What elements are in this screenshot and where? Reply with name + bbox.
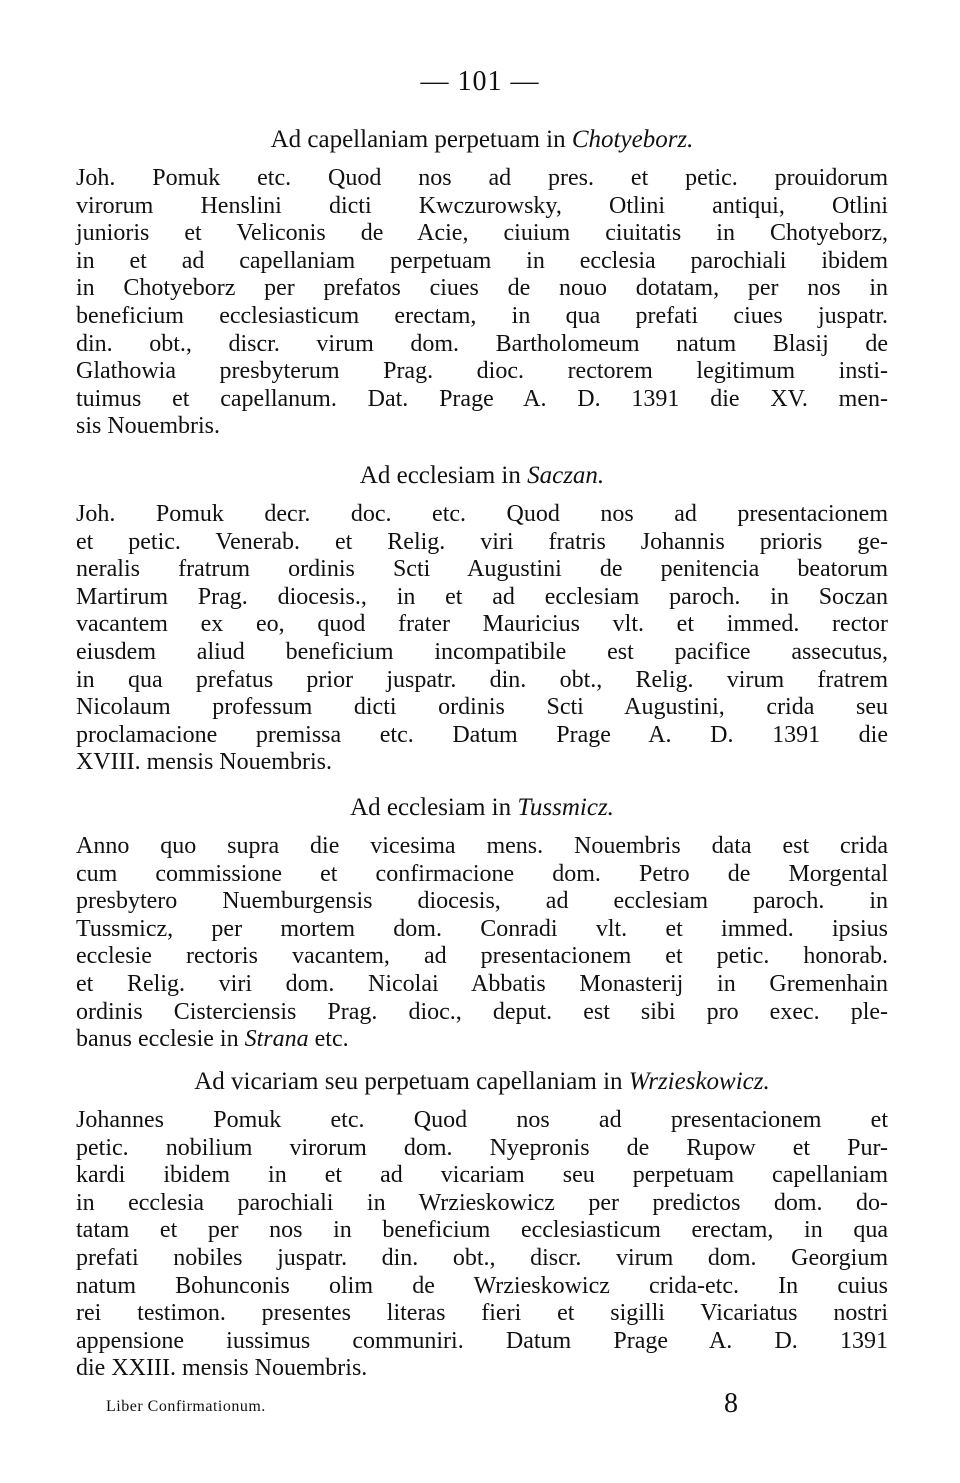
footer-title: Liber Confirmationum.: [106, 1398, 266, 1415]
entry-text: [76, 501, 888, 777]
text-line: Anno quo supra die vicesima mens. Nouembris data est crida: [76, 833, 888, 859]
text-line: vacantem ex eo, quod frater Mauricius vlt. et immed. rector: [76, 611, 888, 638]
entry-heading: Ad ecclesiam in Tussmicz.: [350, 794, 614, 821]
entry-text: [76, 165, 888, 441]
text-line: ecclesie rectoris vacantem, ad presentacionem et petic. honorab.: [76, 943, 888, 970]
text-line: et Relig. viri dom. Nicolai Abbatis Monasterij in Gremenhain: [76, 970, 888, 997]
text-line: prefati nobiles juspatr. din. obt., discr. virum dom. Georgium: [76, 1244, 888, 1271]
text-line: banus ecclesie in Strana etc.: [76, 1026, 349, 1053]
entry-text: [76, 833, 888, 1054]
text-line: Nicolaum professum dicti ordinis Scti Augustini, crida seu: [76, 694, 888, 721]
text-line: beneficium ecclesiasticum erectam, in qua prefati ciues juspatr.: [76, 302, 888, 329]
text-line: Joh. Pomuk decr. doc. etc. Quod nos ad presentacionem: [76, 501, 888, 527]
heading-place: Wrzieskowicz.: [628, 1068, 770, 1095]
text-line: presbytero Nuemburgensis diocesis, ad ecclesiam paroch. in: [76, 888, 888, 915]
text-line: rei testimon. presentes literas fieri et sigilli Vicariatus nostri: [76, 1300, 888, 1327]
heading-place: Chotyeborz.: [571, 126, 694, 153]
entry-wrzieskowicz: [76, 1066, 888, 1383]
entry-heading: Ad vicariam seu perpetuam capellaniam in Wrzieskowicz.: [194, 1068, 770, 1095]
text-line: junioris et Veliconis de Acie, ciuium ciuitatis in Chotyeborz,: [76, 220, 888, 247]
place-name: Strana: [244, 1026, 309, 1053]
heading-place: Saczan.: [527, 462, 605, 489]
entry-saczan: [76, 460, 888, 777]
text-line: ordinis Cisterciensis Prag. dioc., deput. est sibi pro exec. ple-: [76, 998, 888, 1025]
entry-chotyeborz: [76, 124, 888, 441]
entry-heading: Ad capellaniam perpetuam in Chotyeborz.: [270, 126, 694, 153]
text-line: sis Nouembris.: [76, 413, 220, 440]
text-line: Martirum Prag. diocesis., in et ad ecclesiam paroch. in Soczan: [76, 583, 888, 610]
signature-mark: 8: [724, 1388, 738, 1419]
text-line: et petic. Venerab. et Relig. viri fratris Johannis prioris ge-: [76, 528, 888, 555]
text-line: in qua prefatus prior juspatr. din. obt., Relig. virum fratrem: [76, 666, 888, 693]
text-line: tatam et per nos in beneficium ecclesiasticum erectam, in qua: [76, 1217, 888, 1244]
text-line: in et ad capellaniam perpetuam in ecclesia parochiali ibidem: [76, 247, 888, 274]
text-line: in Chotyeborz per prefatos ciues de nouo dotatam, per nos in: [76, 275, 888, 302]
text-line: neralis fratrum ordinis Scti Augustini de penitencia beatorum: [76, 556, 888, 583]
entry-text: [76, 1107, 888, 1383]
text-line: Johannes Pomuk etc. Quod nos ad presentacionem et: [76, 1107, 888, 1133]
text-line: kardi ibidem in et ad vicariam seu perpetuam capellaniam: [76, 1162, 888, 1189]
text-line: cum commissione et confirmacione dom. Petro de Morgental: [76, 860, 888, 887]
text-line: appensione iussimus communiri. Datum Prage A. D. 1391: [76, 1327, 888, 1354]
text-line: Tussmicz, per mortem dom. Conradi vlt. et immed. ipsius: [76, 915, 888, 942]
text-line: din. obt., discr. virum dom. Bartholomeum natum Blasij de: [76, 330, 888, 357]
text-line: petic. nobilium virorum dom. Nyepronis de Rupow et Pur-: [76, 1134, 888, 1161]
heading-place: Tussmicz.: [517, 794, 614, 821]
entry-tussmicz: [76, 792, 888, 1054]
text-line: Glathowia presbyterum Prag. dioc. rectorem legitimum insti-: [76, 358, 888, 385]
entry-heading: Ad ecclesiam in Saczan.: [359, 462, 605, 489]
text-line: die XXIII. mensis Nouembris.: [76, 1355, 368, 1382]
page-footer: [76, 1388, 888, 1422]
text-line: XVIII. mensis Nouembris.: [76, 749, 332, 776]
text-line: tuimus et capellanum. Dat. Prage A. D. 1391 die XV. men-: [76, 385, 888, 412]
text-line: eiusdem aliud beneficium incompatibile est pacifice assecutus,: [76, 638, 888, 665]
text-line: Joh. Pomuk etc. Quod nos ad pres. et petic. prouidorum: [76, 165, 888, 191]
text-line: proclamacione premissa etc. Datum Prage A. D. 1391 die: [76, 721, 888, 748]
text-line: in ecclesia parochiali in Wrzieskowicz per predictos dom. do-: [76, 1189, 888, 1216]
text-line: virorum Henslini dicti Kwczurowsky, Otlini antiqui, Otlini: [76, 192, 888, 219]
text-line: natum Bohunconis olim de Wrzieskowicz crida-etc. In cuius: [76, 1272, 888, 1299]
page-number: — 101 —: [420, 66, 540, 97]
